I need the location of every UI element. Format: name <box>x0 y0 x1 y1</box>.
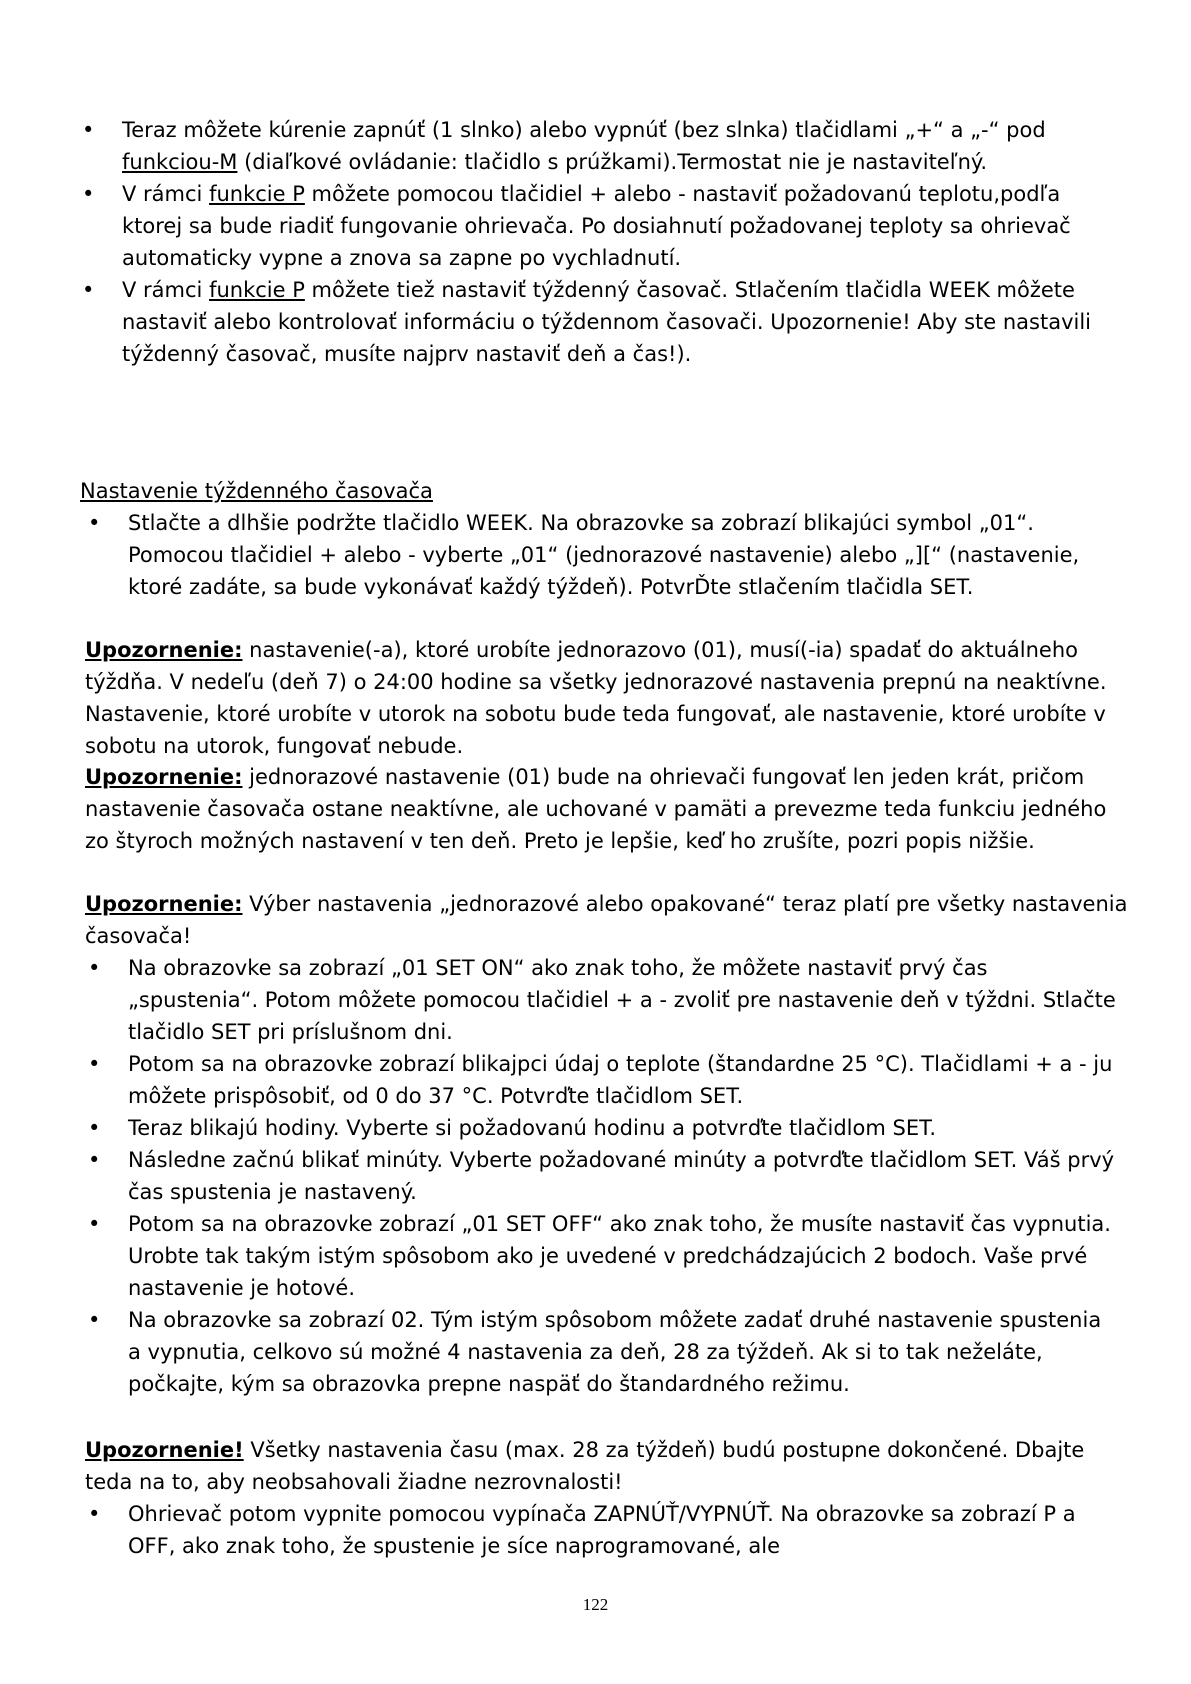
warning-label: Upozornenie: <box>85 638 243 662</box>
bullet-icon: • <box>82 278 95 302</box>
section-heading: Nastavenie týždenného časovača <box>80 479 433 503</box>
function-m-link: funkciou-M <box>122 150 238 174</box>
function-p-link: funkcie P <box>209 182 305 206</box>
bullet-icon: • <box>82 118 95 142</box>
bullet-icon: • <box>88 1212 101 1236</box>
list-item: • Teraz blikajú hodiny. Vyberte si požadovanú hodinu a potvrďte tlačidlom SET. <box>128 1112 1118 1144</box>
warning-label: Upozornenie: <box>85 765 243 789</box>
list-item: • V rámci funkcie P môžete pomocou tlačidiel + alebo - nastaviť požadovanú teplotu,podľa ktorej sa bude riadiť fungovanie ohrievača. Po dosiahnutí požadovanej teploty sa ohrievač automaticky vypne a znova sa zapne po vychladnutí. <box>122 178 1122 274</box>
bullet-icon: • <box>88 956 101 980</box>
warning-note: Upozornenie: jednorazové nastavenie (01) bude na ohrievači fungovať len jeden krát, pričom nastavenie časovača ostane neaktívne, ale uchované v pamäti a prevezme teda funkciu jedného zo štyroch možných nastavení v ten deň. Preto je lepšie, keď ho zrušíte, pozri popis nižšie. <box>85 765 1107 853</box>
bullet-icon: • <box>88 1116 101 1140</box>
warning-label: Upozornenie! <box>85 1438 244 1462</box>
list-item: • V rámci funkcie P môžete tiež nastaviť týždenný časovač. Stlačením tlačidla WEEK môžete nastaviť alebo kontrolovať informáciu o týždennom časovači. Upozornenie! Aby ste nastavili týždenný časovač, musíte najprv nastaviť deň a čas!). <box>122 274 1122 370</box>
page-number: 122 <box>582 1595 609 1614</box>
list-item: • Ohrievač potom vypnite pomocou vypínača ZAPNÚŤ/VYPNÚŤ. Na obrazovke sa zobrazí P a OFF, ako znak toho, že spustenie je síce naprogramované, ale <box>128 1498 1118 1562</box>
warning-note: Upozornenie! Všetky nastavenia času (max. 28 za týždeň) budú postupne dokončené. Dbajte teda na to, aby neobsahovali žiadne nezrovnalosti! <box>85 1438 1085 1494</box>
bullet-icon: • <box>88 1502 101 1526</box>
list-item: • Na obrazovke sa zobrazí „01 SET ON“ ako znak toho, že môžete nastaviť prvý čas „spustenia“. Potom môžete pomocou tlačidiel + a - zvoliť pre nastavenie deň v týždni. Stlačte tlačidlo SET pri príslušnom dni. <box>128 952 1118 1048</box>
bullet-icon: • <box>88 1148 101 1172</box>
bullet-icon: • <box>88 1052 101 1076</box>
warning-label: Upozornenie: <box>85 892 243 916</box>
timer-setup-list <box>88 507 1118 603</box>
warning-note: Upozornenie: nastavenie(-a), ktoré urobíte jednorazovo (01), musí(-ia) spadať do aktuálneho týždňa. V nedeľu (deň 7) o 24:00 hodine sa všetky jednorazové nastavenia prepnú na neaktívne. Nastavenie, ktoré urobíte v utorok na sobotu bude teda fungovať, ale nastavenie, ktoré urobíte v sobotu na utorok, fungovať nebude. <box>85 638 1107 758</box>
timer-steps-list <box>88 952 1118 1400</box>
list-item: • Teraz môžete kúrenie zapnúť (1 slnko) alebo vypnúť (bez slnka) tlačidlami „+“ a „-“ pod funkciou-M (diaľkové ovládanie: tlačidlo s prúžkami).Termostat nie je nastaviteľný. <box>122 114 1122 178</box>
list-item: • Následne začnú blikať minúty. Vyberte požadované minúty a potvrďte tlačidlom SET. Váš prvý čas spustenia je nastavený. <box>128 1144 1118 1208</box>
function-p-link: funkcie P <box>209 278 305 302</box>
bullet-icon: • <box>82 182 95 206</box>
list-item: • Stlačte a dlhšie podržte tlačidlo WEEK. Na obrazovke sa zobrazí blikajúci symbol „01“. Pomocou tlačidiel + alebo - vyberte „01“ (jednorazové nastavenie) alebo „][“ (nastavenie, ktoré zadáte, sa bude vykonávať každý týždeň). PotvrĎte stlačením tlačidla SET. <box>128 507 1118 603</box>
bullet-icon: • <box>88 1308 101 1332</box>
function-description-list <box>82 114 1122 370</box>
list-item: • Potom sa na obrazovke zobrazí blikajpci údaj o teplote (štandardne 25 °C). Tlačidlami + a - ju môžete prispôsobiť, od 0 do 37 °C. Potvrďte tlačidlom SET. <box>128 1048 1118 1112</box>
list-item: • Na obrazovke sa zobrazí 02. Tým istým spôsobom môžete zadať druhé nastavenie spustenia a vypnutia, celkovo sú možné 4 nastavenia za deň, 28 za týždeň. Ak si to tak neželáte, počkajte, kým sa obrazovka prepne naspäť do štandardného režimu. <box>128 1304 1118 1400</box>
power-off-list <box>88 1498 1118 1562</box>
bullet-icon: • <box>88 511 101 535</box>
list-item: • Potom sa na obrazovke zobrazí „01 SET OFF“ ako znak toho, že musíte nastaviť čas vypnutia. Urobte tak takým istým spôsobom ako je uvedené v predchádzajúcich 2 bodoch. Vaše prvé nastavenie je hotové. <box>128 1208 1118 1304</box>
warning-note: Upozornenie: Výber nastavenia „jednorazové alebo opakované“ teraz platí pre všetky nastavenia časovača! <box>85 892 1128 948</box>
